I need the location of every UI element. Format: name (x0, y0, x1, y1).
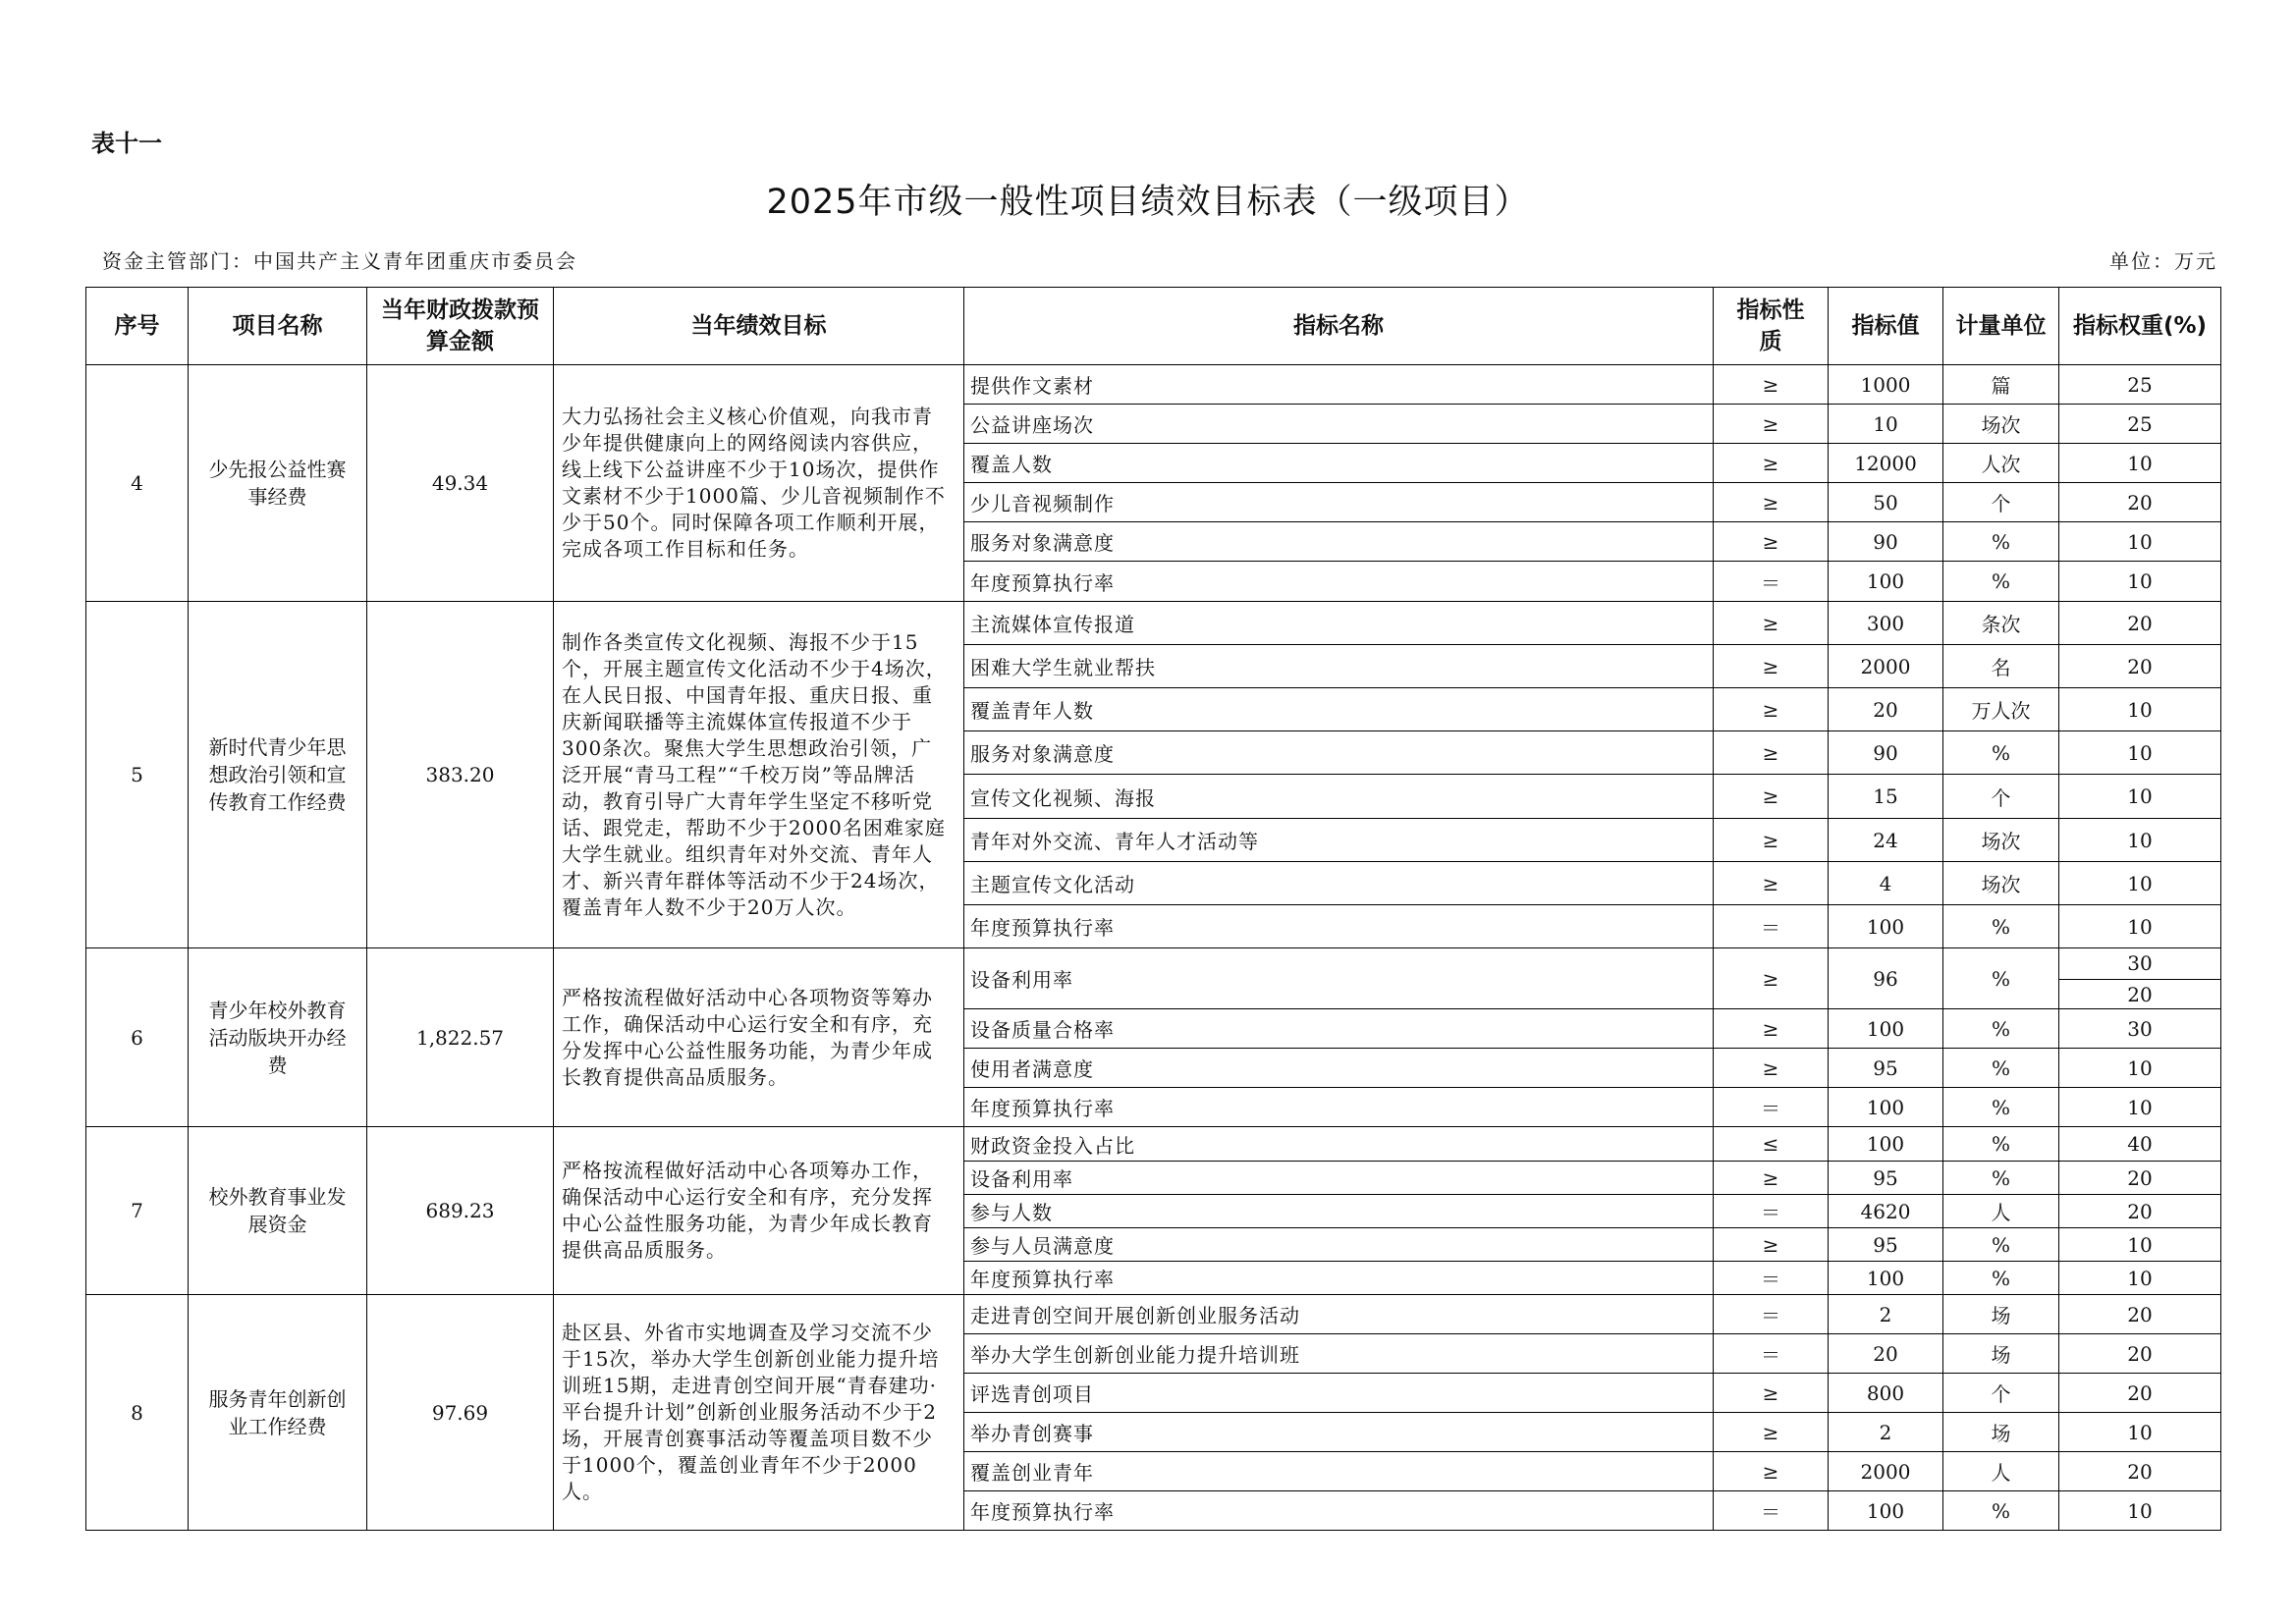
indicator-weight-cell: 10 (2059, 1049, 2221, 1088)
project-number-cell: 7 (86, 1127, 189, 1295)
indicator-value-cell: 100 (1829, 1491, 1943, 1531)
department-label: 资金主管部门：中国共产主义青年团重庆市委员会 (102, 249, 577, 273)
indicator-weight-cell: 20 (2059, 1195, 2221, 1228)
indicator-name-cell: 举办青创赛事 (964, 1413, 1714, 1452)
measure-unit-cell: % (1943, 1228, 2059, 1262)
indicator-name-cell: 服务对象满意度 (964, 731, 1714, 775)
indicator-name-cell: 参与人数 (964, 1195, 1714, 1228)
col-header-indicator-name: 指标名称 (964, 288, 1714, 365)
indicator-value-cell: 100 (1829, 905, 1943, 948)
performance-goal-cell: 严格按流程做好活动中心各项物资等筹办工作，确保活动中心运行安全和有序，充分发挥中心公益性服务功能，为青少年成长教育提供高品质服务。 (554, 948, 964, 1127)
indicator-nature-cell: ≥ (1714, 1049, 1829, 1088)
unit-label: 单位：万元 (2109, 249, 2217, 273)
indicator-value-cell: 20 (1829, 1334, 1943, 1374)
indicator-weight-cell: 25 (2059, 365, 2221, 405)
indicator-value-cell: 20 (1829, 688, 1943, 731)
indicator-name-cell: 参与人员满意度 (964, 1228, 1714, 1262)
table-header-row (86, 288, 2221, 365)
indicator-name-cell: 设备质量合格率 (964, 1009, 1714, 1049)
indicator-value-cell: 4 (1829, 862, 1943, 905)
indicator-nature-cell: ＝ (1714, 1195, 1829, 1228)
measure-unit-cell: 场次 (1943, 819, 2059, 862)
table-number-label: 表十一 (91, 130, 162, 157)
indicator-nature-cell: ≥ (1714, 1452, 1829, 1491)
project-number-cell: 8 (86, 1295, 189, 1531)
indicator-nature-cell: ≥ (1714, 1413, 1829, 1452)
indicator-value-cell: 15 (1829, 775, 1943, 819)
indicator-value-cell: 4620 (1829, 1195, 1943, 1228)
indicator-nature-cell: ≥ (1714, 365, 1829, 405)
indicator-name-cell: 覆盖青年人数 (964, 688, 1714, 731)
indicator-value-cell: 800 (1829, 1374, 1943, 1413)
indicator-nature-cell: ＝ (1714, 905, 1829, 948)
indicator-weight-cell: 10 (2059, 1262, 2221, 1295)
measure-unit-cell: 个 (1943, 1374, 2059, 1413)
indicator-value-cell: 100 (1829, 1088, 1943, 1127)
indicator-weight-cell: 10 (2059, 731, 2221, 775)
col-header-unit: 计量单位 (1943, 288, 2059, 365)
indicator-name-cell: 少儿音视频制作 (964, 483, 1714, 522)
project-name-cell: 青少年校外教育活动版块开办经费 (189, 948, 367, 1127)
indicator-name-cell: 主流媒体宣传报道 (964, 602, 1714, 645)
indicator-name-cell: 公益讲座场次 (964, 405, 1714, 444)
measure-unit-cell: % (1943, 562, 2059, 602)
indicator-nature-cell: ≥ (1714, 948, 1829, 1009)
measure-unit-cell: % (1943, 1127, 2059, 1162)
indicator-nature-cell: ≥ (1714, 483, 1829, 522)
indicator-nature-cell: ≤ (1714, 1127, 1829, 1162)
indicator-name-cell: 提供作文素材 (964, 365, 1714, 405)
indicator-weight-cell: 20 (2059, 483, 2221, 522)
indicator-weight-cell: 20 (2059, 1162, 2221, 1195)
measure-unit-cell: 人 (1943, 1195, 2059, 1228)
indicator-value-cell: 2000 (1829, 645, 1943, 688)
measure-unit-cell: % (1943, 1162, 2059, 1195)
measure-unit-cell: 个 (1943, 483, 2059, 522)
col-header-project-name: 项目名称 (189, 288, 367, 365)
table-row (86, 948, 2221, 1009)
table-row (86, 1127, 2221, 1162)
indicator-name-cell: 财政资金投入占比 (964, 1127, 1714, 1162)
table-row (86, 1295, 2221, 1334)
measure-unit-cell: 场 (1943, 1413, 2059, 1452)
measure-unit-cell: 人次 (1943, 444, 2059, 483)
indicator-name-cell: 困难大学生就业帮扶 (964, 645, 1714, 688)
indicator-weight-cell (2059, 948, 2221, 1009)
indicator-value-cell: 100 (1829, 562, 1943, 602)
project-number-cell: 5 (86, 602, 189, 948)
indicator-weight-cell: 10 (2059, 1413, 2221, 1452)
indicator-weight-value: 30 (2059, 948, 2220, 980)
indicator-nature-cell: ≥ (1714, 731, 1829, 775)
measure-unit-cell: 篇 (1943, 365, 2059, 405)
budget-amount-cell: 49.34 (367, 365, 554, 602)
indicator-nature-cell: ≥ (1714, 602, 1829, 645)
indicator-nature-cell: ≥ (1714, 819, 1829, 862)
indicator-value-cell: 95 (1829, 1228, 1943, 1262)
measure-unit-cell: % (1943, 905, 2059, 948)
budget-amount-cell: 1,822.57 (367, 948, 554, 1127)
indicator-nature-cell: ≥ (1714, 444, 1829, 483)
indicator-name-cell: 年度预算执行率 (964, 905, 1714, 948)
project-name-cell: 少先报公益性赛事经费 (189, 365, 367, 602)
indicator-weight-cell: 10 (2059, 862, 2221, 905)
indicator-value-cell: 96 (1829, 948, 1943, 1009)
indicator-nature-cell: ≥ (1714, 1009, 1829, 1049)
indicator-value-cell: 95 (1829, 1049, 1943, 1088)
indicator-value-cell: 100 (1829, 1262, 1943, 1295)
col-header-nature: 指标性质 (1714, 288, 1829, 365)
measure-unit-cell: 人 (1943, 1452, 2059, 1491)
indicator-weight-cell: 10 (2059, 905, 2221, 948)
indicator-value-cell: 10 (1829, 405, 1943, 444)
indicator-nature-cell: ≥ (1714, 1162, 1829, 1195)
project-number-cell: 6 (86, 948, 189, 1127)
indicator-weight-cell: 25 (2059, 405, 2221, 444)
col-header-weight: 指标权重(%) (2059, 288, 2221, 365)
indicator-weight-cell: 10 (2059, 444, 2221, 483)
col-header-amount: 当年财政拨款预算金额 (367, 288, 554, 365)
measure-unit-cell: 名 (1943, 645, 2059, 688)
measure-unit-cell: 场 (1943, 1334, 2059, 1374)
table-row (86, 365, 2221, 405)
measure-unit-cell: 条次 (1943, 602, 2059, 645)
indicator-name-cell: 设备利用率 (964, 1162, 1714, 1195)
indicator-nature-cell: ≥ (1714, 1374, 1829, 1413)
indicator-value-cell: 2000 (1829, 1452, 1943, 1491)
indicator-weight-cell: 30 (2059, 1009, 2221, 1049)
indicator-value-cell: 2 (1829, 1413, 1943, 1452)
indicator-value-cell: 300 (1829, 602, 1943, 645)
indicator-nature-cell: ＝ (1714, 1334, 1829, 1374)
measure-unit-cell: % (1943, 948, 2059, 1009)
indicator-weight-cell: 10 (2059, 1088, 2221, 1127)
performance-table (85, 287, 2221, 1531)
indicator-value-cell: 90 (1829, 522, 1943, 562)
indicator-nature-cell: ＝ (1714, 1295, 1829, 1334)
indicator-name-cell: 青年对外交流、青年人才活动等 (964, 819, 1714, 862)
indicator-weight-cell: 10 (2059, 562, 2221, 602)
measure-unit-cell: % (1943, 1009, 2059, 1049)
indicator-weight-cell: 20 (2059, 1334, 2221, 1374)
measure-unit-cell: 场 (1943, 1295, 2059, 1334)
performance-goal-cell: 赴区县、外省市实地调查及学习交流不少于15次，举办大学生创新创业能力提升培训班15期，走进青创空间开展“青春建功·平台提升计划”创新创业服务活动不少于2场，开展青创赛事活动等覆盖项目数不少于1000个，覆盖创业青年不少于2000人。 (554, 1295, 964, 1531)
indicator-nature-cell: ＝ (1714, 1262, 1829, 1295)
indicator-name-cell: 设备利用率 (964, 948, 1714, 1009)
col-header-goal: 当年绩效目标 (554, 288, 964, 365)
indicator-nature-cell: ≥ (1714, 1228, 1829, 1262)
col-header-value: 指标值 (1829, 288, 1943, 365)
indicator-name-cell: 年度预算执行率 (964, 1088, 1714, 1127)
indicator-weight-cell: 10 (2059, 688, 2221, 731)
indicator-value-cell: 12000 (1829, 444, 1943, 483)
indicator-weight-cell: 10 (2059, 1228, 2221, 1262)
indicator-name-cell: 年度预算执行率 (964, 562, 1714, 602)
indicator-value-cell: 2 (1829, 1295, 1943, 1334)
performance-goal-cell: 大力弘扬社会主义核心价值观，向我市青少年提供健康向上的网络阅读内容供应，线上线下公益讲座不少于10场次，提供作文素材不少于1000篇、少儿音视频制作不少于50个。同时保障各项工作顺利开展，完成各项工作目标和任务。 (554, 365, 964, 602)
indicator-value-cell: 1000 (1829, 365, 1943, 405)
budget-amount-cell: 97.69 (367, 1295, 554, 1531)
measure-unit-cell: % (1943, 1262, 2059, 1295)
indicator-name-cell: 使用者满意度 (964, 1049, 1714, 1088)
indicator-weight-cell: 40 (2059, 1127, 2221, 1162)
indicator-nature-cell: ＝ (1714, 1088, 1829, 1127)
indicator-name-cell: 宣传文化视频、海报 (964, 775, 1714, 819)
budget-amount-cell: 689.23 (367, 1127, 554, 1295)
measure-unit-cell: 场次 (1943, 405, 2059, 444)
indicator-weight-cell: 10 (2059, 522, 2221, 562)
indicator-weight-cell: 20 (2059, 645, 2221, 688)
indicator-value-cell: 90 (1829, 731, 1943, 775)
indicator-weight-cell: 20 (2059, 1452, 2221, 1491)
indicator-nature-cell: ≥ (1714, 522, 1829, 562)
indicator-name-cell: 举办大学生创新创业能力提升培训班 (964, 1334, 1714, 1374)
indicator-weight-cell: 10 (2059, 775, 2221, 819)
measure-unit-cell: % (1943, 1491, 2059, 1531)
col-header-no: 序号 (86, 288, 189, 365)
measure-unit-cell: % (1943, 731, 2059, 775)
indicator-weight-cell: 20 (2059, 1374, 2221, 1413)
indicator-weight-cell: 20 (2059, 1295, 2221, 1334)
indicator-name-cell: 走进青创空间开展创新创业服务活动 (964, 1295, 1714, 1334)
indicator-name-cell: 服务对象满意度 (964, 522, 1714, 562)
indicator-nature-cell: ＝ (1714, 1491, 1829, 1531)
measure-unit-cell: % (1943, 1049, 2059, 1088)
indicator-value-cell: 95 (1829, 1162, 1943, 1195)
table-row (86, 602, 2221, 645)
indicator-nature-cell: ≥ (1714, 775, 1829, 819)
indicator-nature-cell: ≥ (1714, 645, 1829, 688)
indicator-weight-cell: 10 (2059, 1491, 2221, 1531)
indicator-weight-value: 20 (2127, 982, 2153, 1006)
indicator-weight-cell: 20 (2059, 602, 2221, 645)
table-body (86, 365, 2221, 1531)
indicator-nature-cell: ≥ (1714, 862, 1829, 905)
indicator-name-cell: 评选青创项目 (964, 1374, 1714, 1413)
project-name-cell: 新时代青少年思想政治引领和宣传教育工作经费 (189, 602, 367, 948)
indicator-name-cell: 覆盖人数 (964, 444, 1714, 483)
indicator-value-cell: 100 (1829, 1127, 1943, 1162)
project-number-cell: 4 (86, 365, 189, 602)
project-name-cell: 服务青年创新创业工作经费 (189, 1295, 367, 1531)
indicator-nature-cell: ≥ (1714, 688, 1829, 731)
indicator-nature-cell: ≥ (1714, 405, 1829, 444)
measure-unit-cell: 个 (1943, 775, 2059, 819)
performance-goal-cell: 严格按流程做好活动中心各项筹办工作，确保活动中心运行安全和有序，充分发挥中心公益性服务功能，为青少年成长教育提供高品质服务。 (554, 1127, 964, 1295)
performance-goal-cell: 制作各类宣传文化视频、海报不少于15个，开展主题宣传文化活动不少于4场次，在人民日报、中国青年报、重庆日报、重庆新闻联播等主流媒体宣传报道不少于300条次。聚焦大学生思想政治引领，广泛开展“青马工程”“千校万岗”等品牌活动，教育引导广大青年学生坚定不移听党话、跟党走，帮助不少于2000名困难家庭大学生就业。组织青年对外交流、青年人才、新兴青年群体等活动不少于24场次，覆盖青年人数不少于20万人次。 (554, 602, 964, 948)
indicator-value-cell: 100 (1829, 1009, 1943, 1049)
measure-unit-cell: % (1943, 1088, 2059, 1127)
indicator-name-cell: 年度预算执行率 (964, 1491, 1714, 1531)
indicator-weight-cell: 10 (2059, 819, 2221, 862)
indicator-name-cell: 主题宣传文化活动 (964, 862, 1714, 905)
project-name-cell: 校外教育事业发展资金 (189, 1127, 367, 1295)
measure-unit-cell: 场次 (1943, 862, 2059, 905)
page-title: 2025年市级一般性项目绩效目标表（一级项目） (766, 183, 1530, 222)
measure-unit-cell: 万人次 (1943, 688, 2059, 731)
indicator-name-cell: 覆盖创业青年 (964, 1452, 1714, 1491)
indicator-name-cell: 年度预算执行率 (964, 1262, 1714, 1295)
budget-amount-cell: 383.20 (367, 602, 554, 948)
indicator-value-cell: 50 (1829, 483, 1943, 522)
measure-unit-cell: % (1943, 522, 2059, 562)
indicator-value-cell: 24 (1829, 819, 1943, 862)
indicator-nature-cell: ＝ (1714, 562, 1829, 602)
